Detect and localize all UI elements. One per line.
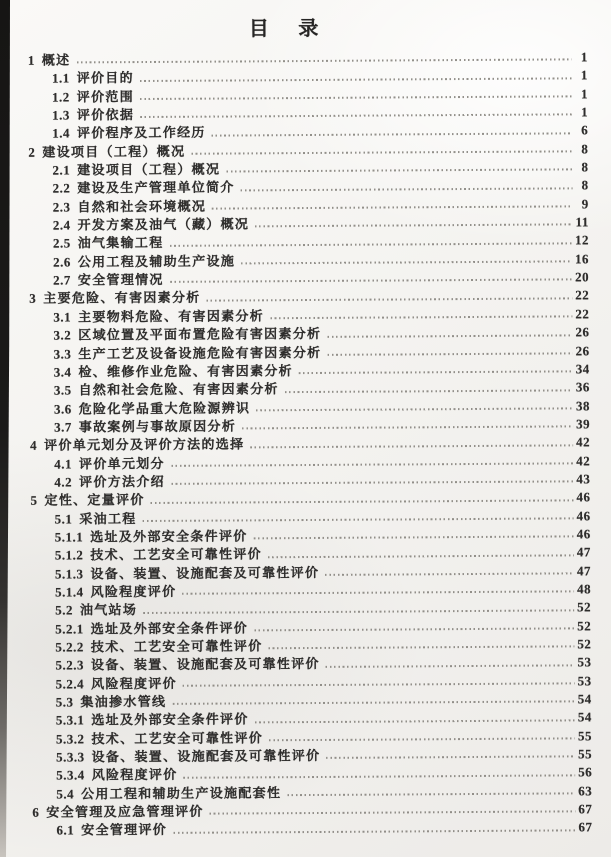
- toc-entry-label: 技术、工艺安全可靠性评价: [91, 730, 264, 747]
- toc-entry-label: 定性、定量评价: [44, 492, 145, 508]
- toc-entry-number: 3.7: [54, 419, 72, 435]
- toc-entry-page: 1: [581, 104, 589, 120]
- toc-entry-number: 5.3.4: [56, 767, 85, 783]
- toc-entry-number: 5.3: [55, 694, 74, 710]
- toc-entry-label: 风险程度评价: [90, 583, 177, 600]
- toc-entry-number: 5.1: [54, 511, 73, 527]
- toc-leader-dots: [171, 462, 573, 466]
- toc-leader-dots: [183, 682, 575, 686]
- toc-entry-page: 6: [581, 122, 589, 138]
- toc-entry-label: 评价依据: [76, 107, 135, 123]
- toc-entry-page: 67: [578, 819, 593, 835]
- toc-entry-label: 评价方法介绍: [79, 473, 165, 490]
- toc-entry-page: 1: [580, 67, 588, 83]
- toc-entry-label: 选址及外部安全条件评价: [91, 711, 249, 728]
- toc-entry-label: 公用工程及辅助生产设施: [77, 253, 236, 270]
- toc-entry-page: 8: [581, 141, 589, 157]
- toc-entry-number: 4.1: [54, 456, 73, 472]
- toc-entry-page: 22: [575, 287, 590, 303]
- toc-leader-dots: [140, 77, 572, 82]
- toc-entry-page: 53: [577, 654, 592, 670]
- toc-entry-page: 54: [577, 691, 592, 707]
- toc-list: [28, 46, 593, 838]
- toc-entry-label: 开发方案及油气（藏）概况: [77, 216, 250, 233]
- scan-edge-artifact: [0, 0, 10, 857]
- toc-entry-label: 技术、工艺安全可靠性评价: [90, 638, 263, 655]
- toc-entry-number: 4.2: [54, 474, 73, 490]
- toc-entry-label: 评价程序及工作经历: [76, 125, 206, 141]
- toc-entry-label: 采油工程: [79, 510, 137, 527]
- toc-entry-number: 1.1: [51, 70, 70, 86]
- toc-entry-label: 安全管理评价: [81, 822, 168, 838]
- toc-entry-label: 评价目的: [76, 70, 134, 86]
- toc-leader-dots: [172, 701, 574, 705]
- toc-entry-page: 26: [575, 342, 590, 358]
- toc-leader-dots: [242, 426, 573, 430]
- toc-entry-page: 52: [577, 617, 592, 634]
- toc-entry-number: 3.5: [53, 382, 72, 398]
- toc-entry-number: 3.4: [53, 364, 72, 380]
- toc-entry-page: 16: [574, 251, 590, 267]
- toc-entry-label: 主要物料危险、有害因素分析: [78, 308, 265, 325]
- toc-entry-number: 5.2.2: [55, 639, 84, 655]
- toc-entry-page: 56: [578, 764, 593, 780]
- toc-leader-dots: [268, 554, 574, 558]
- page-content: [27, 0, 592, 838]
- toc-entry-label: 油气站场: [79, 602, 138, 618]
- toc-entry-page: 46: [576, 489, 591, 505]
- toc-entry-number: 1: [27, 52, 35, 68]
- toc-entry-number: 5.4: [56, 786, 75, 802]
- toc-leader-dots: [173, 829, 575, 833]
- toc-entry-page: 52: [577, 599, 592, 615]
- toc-entry-page: 38: [575, 397, 590, 413]
- toc-entry-number: 1.4: [52, 125, 71, 141]
- toc-entry-label: 集油掺水管线: [80, 693, 167, 710]
- toc-entry-page: 8: [581, 159, 589, 175]
- toc-entry-number: 5.3.2: [55, 731, 85, 747]
- toc-entry-number: 6: [32, 804, 40, 820]
- toc-entry-number: 5.2.1: [55, 621, 84, 637]
- toc-entry-page: 48: [577, 581, 592, 597]
- toc-entry-number: 2.4: [52, 217, 71, 233]
- toc-entry-number: 3.3: [53, 345, 72, 362]
- toc-leader-dots: [327, 352, 572, 355]
- toc-leader-dots: [191, 150, 572, 154]
- toc-entry-page: 36: [575, 379, 590, 395]
- toc-entry-number: 2.6: [52, 254, 71, 270]
- toc-entry-page: 53: [577, 672, 592, 689]
- toc-entry-number: 5.1.3: [54, 566, 84, 582]
- toc-entry-label: 安全管理情况: [77, 272, 164, 288]
- toc-leader-dots: [287, 792, 575, 796]
- toc-leader-dots: [256, 407, 573, 411]
- toc-entry-label: 设备、装置、设施配套及可靠性评价: [90, 564, 320, 581]
- toc-entry-label: 区域位置及平面布置危险有害因素分析: [78, 326, 322, 343]
- toc-leader-dots: [326, 664, 575, 668]
- toc-entry-number: 2.1: [52, 162, 71, 178]
- toc-leader-dots: [183, 774, 575, 778]
- toc-leader-dots: [325, 572, 574, 576]
- toc-entry-page: 42: [576, 434, 591, 450]
- toc-entry-label: 评价单元划分及评价方法的选择: [44, 436, 245, 453]
- toc-entry-number: 5.3.3: [56, 749, 85, 765]
- toc-entry-page: 55: [578, 746, 593, 762]
- toc-leader-dots: [212, 132, 573, 136]
- toc-leader-dots: [285, 389, 573, 393]
- toc-leader-dots: [182, 591, 574, 595]
- toc-entry-label: 选址及外部安全条件评价: [90, 620, 249, 636]
- toc-entry-number: 5.1.1: [54, 529, 84, 545]
- toc-entry-number: 5.1.4: [55, 584, 84, 600]
- toc-entry-number: 1.3: [52, 107, 70, 123]
- toc-entry-label: 风险程度评价: [91, 675, 177, 692]
- toc-entry-page: 11: [575, 214, 589, 230]
- toc-leader-dots: [151, 499, 574, 504]
- toc-entry-label: 生产工艺及设备设施危险有害因素分析: [78, 344, 322, 361]
- toc-leader-dots: [269, 646, 575, 650]
- toc-entry-number: 5.1.2: [54, 547, 84, 563]
- toc-entry-label: 危险化学品重大危险源辨识: [78, 399, 251, 416]
- toc-entry-label: 评价单元划分: [78, 455, 165, 471]
- toc-entry-label: 自然和社会环境概况: [77, 198, 207, 215]
- toc-entry-label: 自然和社会危险、有害因素分析: [78, 381, 279, 398]
- toc-entry-number: 2.3: [52, 199, 71, 215]
- toc-entry-number: 2: [28, 144, 36, 160]
- toc-leader-dots: [241, 261, 572, 265]
- toc-entry-page: 47: [576, 562, 591, 578]
- toc-entry-number: 5: [30, 492, 38, 508]
- toc-leader-dots: [140, 114, 572, 119]
- toc-leader-dots: [169, 242, 571, 246]
- toc-entry-page: 52: [577, 636, 592, 652]
- toc-entry-number: 4: [30, 437, 38, 453]
- toc-entry-page: 22: [575, 306, 590, 322]
- toc-entry-page: 9: [581, 196, 589, 212]
- toc-leader-dots: [241, 187, 573, 191]
- toc-leader-dots: [140, 95, 572, 100]
- toc-entry-number: 2.7: [53, 272, 71, 288]
- toc-leader-dots: [250, 444, 573, 448]
- toc-entry-page: 39: [575, 416, 591, 432]
- toc-entry-number: 2.5: [52, 235, 71, 252]
- toc-entry-page: 54: [577, 709, 592, 725]
- toc-entry-label: 选址及外部安全条件评价: [90, 528, 248, 545]
- toc-leader-dots: [326, 756, 575, 760]
- toc-entry-number: 3: [29, 291, 37, 307]
- toc-leader-dots: [226, 169, 572, 173]
- toc-entry-page: 47: [576, 544, 591, 560]
- toc-entry-label: 风险程度评价: [91, 767, 178, 783]
- toc-entry-number: 5.3.1: [55, 712, 85, 728]
- toc-entry-page: 34: [575, 361, 590, 377]
- toc-entry-page: 1: [580, 85, 589, 102]
- toc-entry-page: 12: [574, 232, 589, 248]
- toc-leader-dots: [76, 59, 571, 64]
- toc-leader-dots: [255, 224, 572, 228]
- toc-leader-dots: [171, 481, 573, 485]
- page-title: 目 录: [248, 17, 331, 41]
- toc-entry-page: 26: [575, 324, 590, 340]
- toc-leader-dots: [269, 737, 575, 741]
- toc-entry-page: 55: [577, 728, 592, 744]
- toc-entry-label: 建设项目（工程）概况: [42, 143, 186, 160]
- toc-entry-label: 设备、装置、设施配套及可靠性评价: [91, 748, 321, 765]
- toc-leader-dots: [143, 609, 574, 614]
- toc-entry-page: 46: [576, 526, 591, 542]
- toc-entry-number: 5.2.3: [55, 657, 85, 673]
- toc-entry-label: 建设项目（工程）概况: [77, 161, 221, 178]
- toc-entry-label: 公用工程和辅助生产设施配套性: [80, 784, 282, 802]
- toc-entry-number: 5.2.4: [55, 676, 85, 692]
- toc-entry-label: 技术、工艺安全可靠性评价: [90, 546, 262, 563]
- toc-entry-page: 42: [576, 452, 591, 468]
- toc-entry-page: 46: [576, 507, 591, 523]
- toc-leader-dots: [170, 279, 572, 283]
- toc-entry-label: 事故案例与事故原因分析: [78, 418, 237, 435]
- toc-leader-dots: [254, 536, 574, 540]
- toc-entry-label: 建设及生产管理单位简介: [77, 179, 235, 196]
- toc-entry-number: 6.1: [56, 822, 75, 838]
- toc-entry-number: 3.2: [53, 327, 72, 343]
- toc-entry-label: 概述: [41, 52, 71, 68]
- toc-leader-dots: [299, 371, 573, 375]
- toc-leader-dots: [270, 316, 572, 320]
- toc-entry-page: 8: [581, 177, 589, 193]
- toc-leader-dots: [207, 297, 573, 301]
- toc-entry-page: 67: [578, 801, 593, 817]
- toc-entry-page: 1: [580, 49, 588, 65]
- toc-entry-label: 评价范围: [76, 88, 135, 105]
- toc-entry-label: 主要危险、有害因素分析: [43, 290, 201, 307]
- toc-leader-dots: [254, 627, 574, 631]
- toc-entry-number: 1.2: [51, 89, 70, 105]
- toc-leader-dots: [327, 334, 572, 337]
- toc-entry-number: 3.1: [53, 309, 72, 325]
- toc-entry-label: 设备、装置、设施配套及可靠性评价: [90, 656, 320, 673]
- toc-entry-number: 5.2: [55, 602, 73, 618]
- toc-entry-page: 63: [578, 783, 593, 799]
- toc-leader-dots: [143, 517, 574, 522]
- toc-entry-number: 2.2: [52, 180, 71, 196]
- toc-leader-dots: [210, 811, 576, 815]
- toc-entry-page: 20: [575, 269, 590, 285]
- toc-entry-label: 油气集输工程: [77, 235, 164, 251]
- toc-entry-number: 3.6: [53, 400, 72, 417]
- toc-entry-page: 43: [576, 471, 591, 487]
- toc-entry-label: 检、维修作业危险、有害因素分析: [78, 362, 294, 380]
- toc-leader-dots: [212, 205, 573, 209]
- toc-entry-label: 安全管理及应急管理评价: [46, 803, 204, 820]
- toc-leader-dots: [255, 719, 575, 723]
- toc-entry: [32, 817, 592, 839]
